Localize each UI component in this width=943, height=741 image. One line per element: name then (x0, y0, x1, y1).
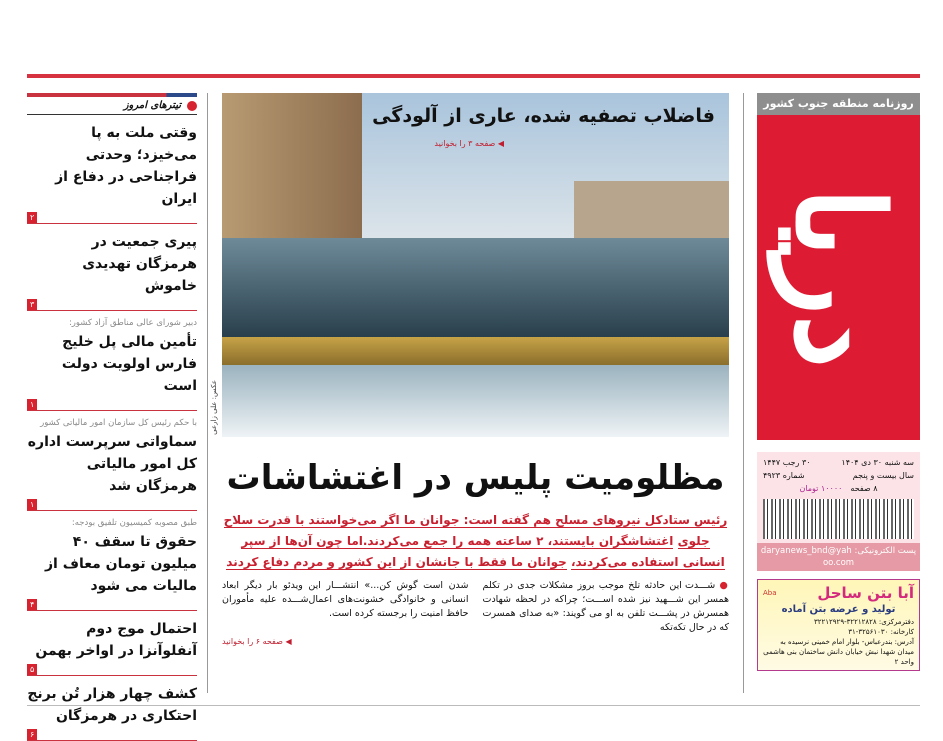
top-rule (27, 74, 920, 78)
photo-credit: عکس: علی زارعی (210, 380, 218, 435)
lead-line: جوانان ما فقط با جانشان از این کشور و مردم دفاع کردند (226, 555, 567, 569)
photo-building (222, 93, 362, 258)
lead-line: رئیس ستادکل نیروهای مسلح هم گفته است: جوانان ما اگر می‌خواستند با قدرت سلاح جلوی (223, 513, 728, 548)
page-badge: ۱ (27, 399, 197, 411)
photo-building (574, 181, 729, 243)
page-badge: ۲ (27, 212, 197, 224)
photo-more-link[interactable]: ◀ صفحه ۳ را بخوانید (434, 139, 504, 148)
ad-header (763, 583, 914, 603)
headline-text[interactable]: سماواتی سرپرست اداره کل امور مالیاتی هرمزگان شد (27, 434, 197, 494)
issue-info (757, 452, 920, 543)
issue-year: سال بیست و پنجم (852, 471, 914, 480)
barcode (763, 499, 914, 539)
column-divider (743, 93, 744, 693)
page-count: ۸ صفحه (850, 484, 878, 493)
lead-line: اغتشاشگران بایستند، ۲ ساعته همه را جمع می‌کردند.اما چون آن‌ها از سپر انسانی استفاده می‌کردند، (241, 534, 725, 569)
headline-text[interactable]: احتمال موج دوم آنفلوآنزا در اواخر بهمن (35, 621, 197, 659)
issue-date: سه شنبه ۳۰ دی ۱۴۰۴ (841, 458, 914, 467)
body-column: ● شـــدت این حادثه تلخ موجب بروز مشکلات جدی در تکلم همسر این شـــهید نیز شده اســـت؛ چراکه در لحظه شهادت همسرش در پشـــت تلفن به او می گویند: «به صدای همسرت که در حال تکه‌تکه (482, 580, 729, 633)
main-headline[interactable]: مظلومیت پلیس در اغتشاشات (226, 458, 725, 498)
ad-title: آبا بتن ساحل (817, 584, 914, 602)
headline-item[interactable] (27, 231, 197, 311)
article-body (222, 579, 729, 635)
lead-photo[interactable] (222, 93, 729, 437)
section-header (27, 97, 197, 115)
article-more-link[interactable]: ◀ صفحه ۶ را بخوانید (222, 637, 292, 646)
headline-item[interactable] (27, 122, 197, 224)
ad-logo: Aba (763, 589, 777, 597)
email[interactable]: پست الکترونیکی: daryanews_bnd@yahoo.com (757, 543, 920, 571)
page-badge: ۳ (27, 299, 197, 311)
photo-pool (222, 238, 729, 343)
headline-item[interactable] (27, 318, 197, 411)
photo-weir (222, 337, 729, 365)
page-badge: ۴ (27, 599, 197, 611)
ad-address: آدرس: بندرعباس- بلوار امام خمینی نرسیده به میدان شهدا نبش خیابان دانش ساختمان بنی هاشمی واحد ۲ (763, 638, 914, 666)
headlines-column (27, 93, 197, 741)
headline-item[interactable] (27, 618, 197, 676)
masthead-tagline: روزنامه منطقه جنوب کشور (757, 93, 920, 115)
headline-kicker: طبق مصوبه کمیسیون تلفیق بودجه: (71, 518, 197, 528)
price: ۱۰۰۰۰ تومان (799, 484, 843, 493)
headline-kicker: با حکم رئیس کل سازمان امور مالیاتی کشور (40, 418, 197, 428)
lead-text (222, 510, 729, 573)
bullet-icon (187, 101, 197, 111)
advertisement[interactable] (757, 579, 920, 671)
headline-text[interactable]: حقوق تا سقف ۴۰ میلیون تومان معاف از مالیات می شود (44, 534, 197, 594)
headline-text[interactable]: تأمین مالی پل خلیج فارس اولویت دولت است (61, 334, 197, 394)
headline-item[interactable] (27, 518, 197, 611)
ad-office-phone: دفترمرکزی: ۳۲۲۱۲۸۲۸-۳۲۲۱۲۹۲۹ (814, 618, 914, 626)
page-badge: ۱ (27, 499, 197, 511)
headline-text[interactable]: پیری جمعیت در هرمزگان تهدیدی خاموش (82, 234, 197, 294)
right-column (757, 452, 920, 671)
headline-list (27, 122, 197, 741)
main-story (222, 452, 729, 646)
headline-text[interactable]: کشف چهار هزار تُن برنج احتکاری در هرمزگان (27, 686, 197, 724)
ad-factory-phone: کارخانه: ۳۲۵۶۱۰۳۰-۳۱ (848, 628, 914, 636)
photo-title[interactable]: فاضلاب تصفیه شده، عاری از آلودگی (372, 105, 715, 127)
headline-item[interactable] (27, 418, 197, 511)
photo-waterfall (222, 365, 729, 437)
column-divider (207, 93, 208, 693)
bullet-icon: ● (715, 580, 729, 591)
page-badge: ۶ (27, 729, 197, 741)
headline-text[interactable]: وقتی ملت به پا می‌خیزد؛ وحدتی فراجناحی در دفاع از ایران (55, 125, 197, 207)
issue-number: شماره ۴۹۲۳ (763, 471, 805, 480)
page-badge: ۵ (27, 664, 197, 676)
headline-kicker: دبیر شورای عالی مناطق آزاد کشور: (68, 318, 197, 328)
section-title: تیترهای امروز (123, 100, 181, 111)
hijri-date: ۳۰ رجب ۱۴۴۷ (763, 458, 811, 467)
masthead-logo: دریا (757, 115, 920, 440)
ad-subtitle: تولید و عرضه بتن آماده (781, 604, 896, 615)
headline-item[interactable] (27, 683, 197, 741)
body-column: شدن است گوش کن...» انتشـــار این ویدئو بار دیگر ابعاد انسانی و خانوادگی خشونت‌های اعمال‌شـــده علیه مأموران حافظ امنیت را برجسته کرده است. (222, 580, 469, 619)
